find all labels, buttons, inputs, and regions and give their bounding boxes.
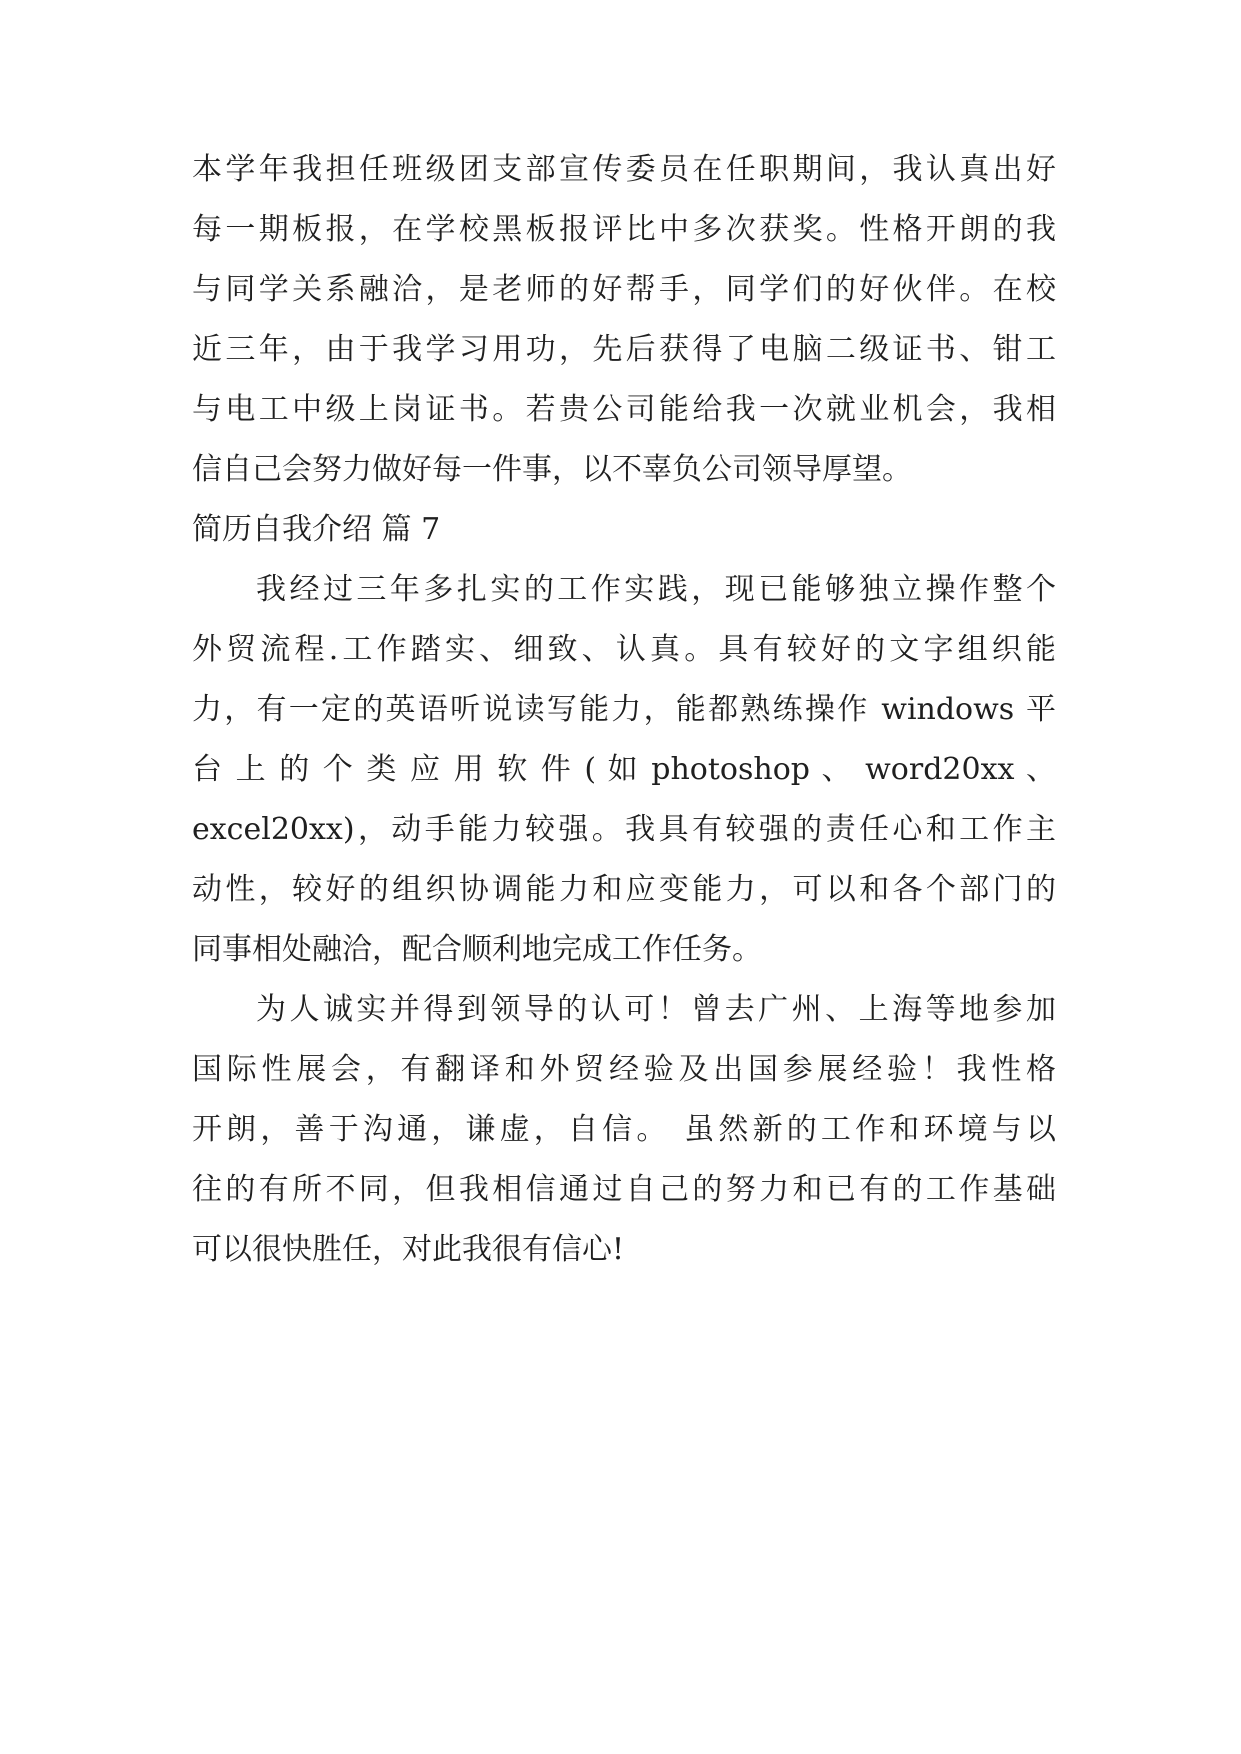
paragraph2-line-2: 国际性展会，有翻译和外贸经验及出国参展经验！我性格 [192, 1052, 1056, 1087]
paragraph1-line-2: 外贸流程.工作踏实、细致、认真。具有较好的文字组织能 [192, 632, 1056, 667]
section-heading: 简历自我介绍 篇 7 [192, 512, 441, 547]
paragraph1-line-7: 同事相处融洽，配合顺利地完成工作任务。 [192, 932, 762, 967]
intro-line-3: 与同学关系融洽，是老师的好帮手，同学们的好伙伴。在校 [192, 272, 1056, 307]
paragraph2-line-1: 为人诚实并得到领导的认可！曾去广州、上海等地参加 [256, 992, 1056, 1027]
paragraph1-line-5: excel20xx)，动手能力较强。我具有较强的责任心和工作主 [192, 812, 1056, 847]
intro-line-1: 本学年我担任班级团支部宣传委员在任职期间，我认真出好 [192, 152, 1056, 187]
intro-line-5: 与电工中级上岗证书。若贵公司能给我一次就业机会，我相 [192, 392, 1056, 427]
intro-line-2: 每一期板报，在学校黑板报评比中多次获奖。性格开朗的我 [192, 212, 1056, 247]
paragraph2-line-4: 往的有所不同，但我相信通过自己的努力和已有的工作基础 [192, 1172, 1056, 1207]
paragraph1-line-4: 台 上 的 个 类 应 用 软 件 ( 如 photoshop 、 word20xx 、 [192, 752, 1056, 787]
intro-line-4: 近三年，由于我学习用功，先后获得了电脑二级证书、钳工 [192, 332, 1056, 367]
paragraph1-line-6: 动性，较好的组织协调能力和应变能力，可以和各个部门的 [192, 872, 1056, 907]
paragraph1-line-3: 力，有一定的英语听说读写能力，能都熟练操作 windows 平 [192, 692, 1056, 727]
intro-line-6: 信自己会努力做好每一件事，以不辜负公司领导厚望。 [192, 452, 912, 487]
paragraph2-line-3: 开朗，善于沟通，谦虚，自信。 虽然新的工作和环境与以 [192, 1112, 1056, 1147]
paragraph1-line-1: 我经过三年多扎实的工作实践，现已能够独立操作整个 [256, 572, 1056, 607]
paragraph2-line-5: 可以很快胜任，对此我很有信心! [192, 1232, 625, 1267]
